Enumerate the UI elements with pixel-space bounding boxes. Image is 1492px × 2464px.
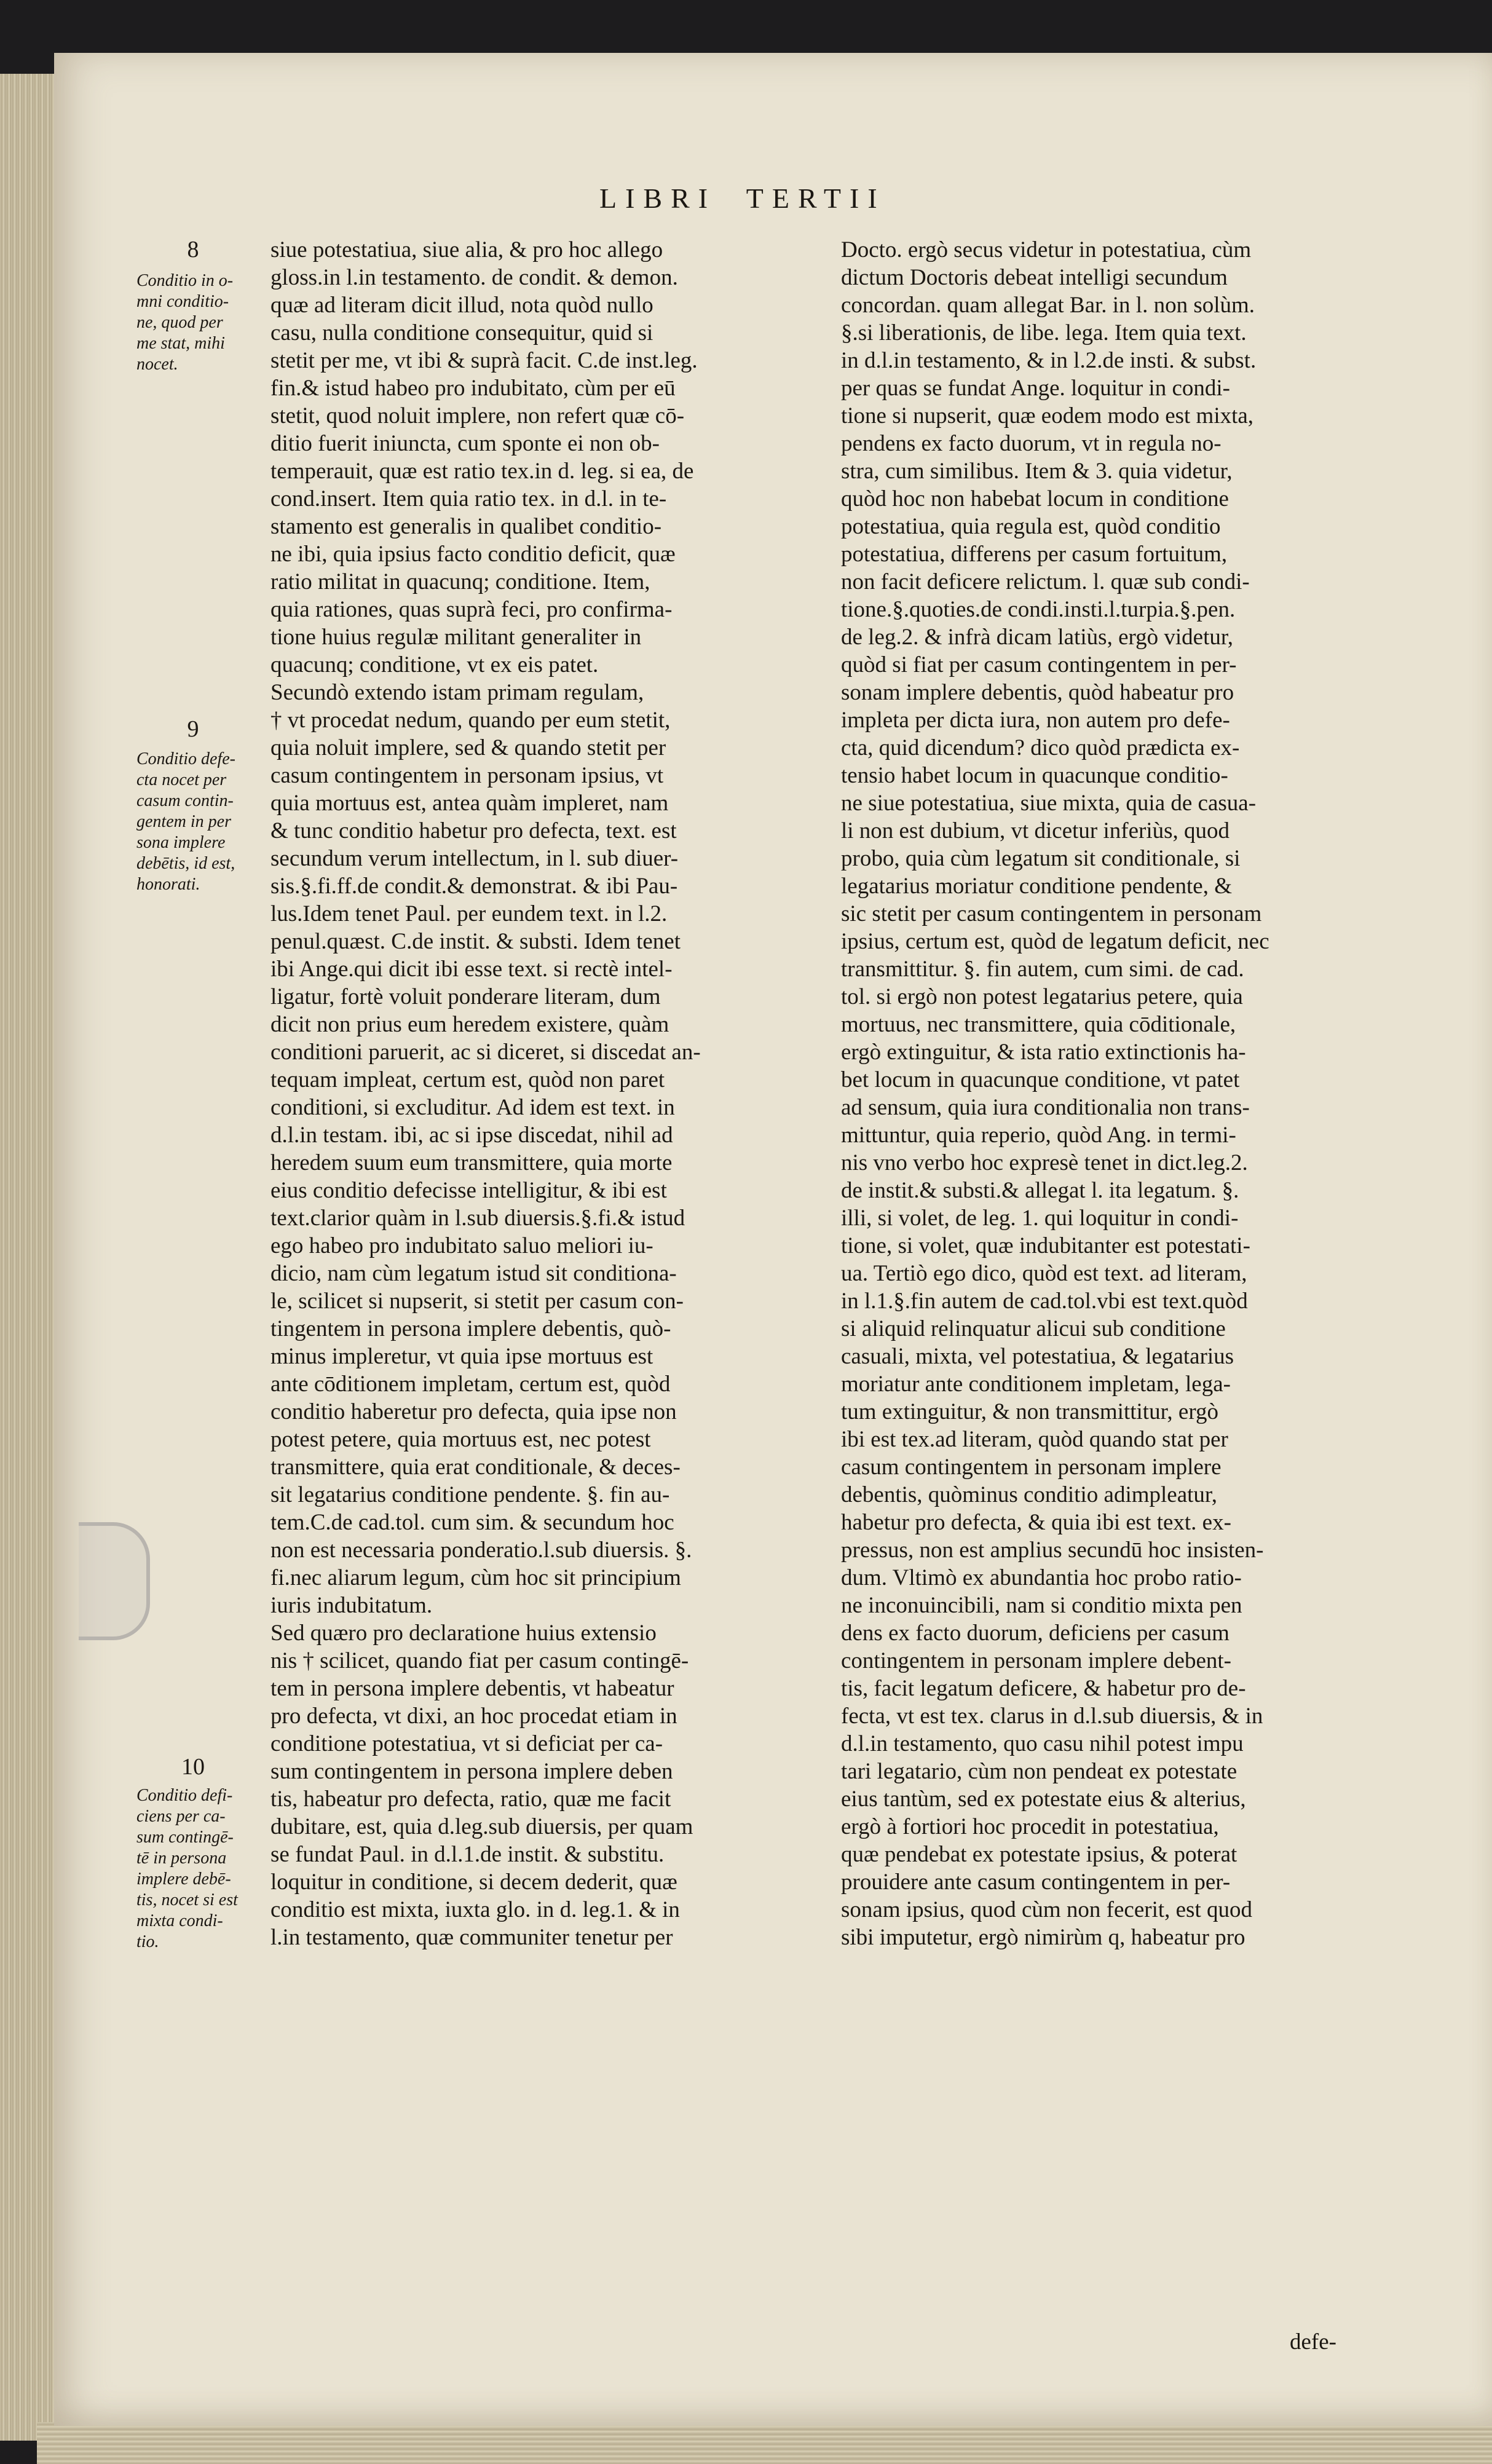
text-line: in l.1.§.fin autem de cad.tol.vbi est text.quòd (841, 1289, 1248, 1314)
book-bottom-edge (37, 2422, 1492, 2464)
text-line: iuris indubitatum. (270, 1593, 433, 1618)
text-line: casum contin- (136, 791, 234, 810)
text-line: mni conditio- (136, 292, 229, 311)
text-line: cta nocet per (136, 770, 227, 789)
text-line: dens ex facto duorum, deficiens per casum (841, 1621, 1230, 1646)
text-line: potestatiua, differens per casum fortuitum, (841, 542, 1228, 567)
running-header (599, 182, 1337, 219)
text-line: §.si liberationis, de libe. lega. Item quia text. (841, 320, 1247, 346)
margin-number: 10 (181, 1754, 205, 1780)
text-line: ante cōditionem impletam, certum est, quòd (270, 1372, 671, 1397)
text-line: tari legatario, cùm non pendeat ex potestate (841, 1759, 1237, 1784)
text-line: sonam implere debentis, quòd habeatur pro (841, 680, 1234, 705)
text-line: me stat, mihi (136, 334, 225, 353)
page-clip-icon (79, 1522, 150, 1640)
text-line: quæ ad literam dicit illud, nota quòd nullo (270, 293, 653, 318)
text-line: ua. Tertiò ego dico, quòd est text. ad literam, (841, 1261, 1247, 1286)
text-line: conditioni, si excluditur. Ad idem est text. in (270, 1095, 675, 1120)
text-line: l.in testamento, quæ communiter tenetur per (270, 1925, 673, 1950)
text-line: de leg.2. & infrà dicam latiùs, ergò videtur, (841, 625, 1233, 650)
text-line: sona implere (136, 833, 226, 852)
text-line: stetit, quod noluit implere, non refert quæ cō- (270, 403, 685, 428)
text-line: sibi imputetur, ergò nimirùm q, habeatur pro (841, 1925, 1245, 1950)
text-line: quòd si fiat per casum contingentem in per- (841, 652, 1237, 677)
text-line: tem.C.de cad.tol. cum sim. & secundum hoc (270, 1510, 674, 1535)
text-line: tione, si volet, quæ indubitanter est potestati- (841, 1233, 1250, 1258)
text-line: ratio militat in quacunq; conditione. Item, (270, 569, 650, 594)
text-line: ne siue potestatiua, siue mixta, quia de casua- (841, 791, 1257, 816)
text-line: nis vno verbo hoc expresè tenet in dict.leg.2. (841, 1150, 1248, 1175)
text-line: tis, facit legatum deficere, & habetur pro de- (841, 1676, 1246, 1701)
text-line: tol. si ergò non potest legatarius petere, quia (841, 984, 1243, 1009)
text-line: sic stetit per casum contingentem in personam (841, 901, 1262, 926)
text-line: honorati. (136, 875, 200, 894)
text-line: cta, quid dicendum? dico quòd prædicta ex- (841, 735, 1240, 760)
text-line: casuali, mixta, vel potestatiua, & legatarius (841, 1344, 1234, 1369)
text-line: tis, habeatur pro defecta, ratio, quæ me facit (270, 1787, 671, 1812)
text-line: d.l.in testam. ibi, ac si ipse discedat, nihil ad (270, 1123, 673, 1148)
right-text-column (841, 236, 1345, 1951)
text-line: sis.§.fi.ff.de condit.& demonstrat. & ibi Pau- (270, 874, 678, 899)
text-line: concordan. quam allegat Bar. in l. non solùm. (841, 293, 1255, 318)
text-line: ciens per ca- (136, 1807, 226, 1826)
text-line: Conditio in o- (136, 271, 234, 290)
text-line: pressus, non est amplius secundū hoc insisten- (841, 1538, 1264, 1563)
text-line: stetit per me, vt ibi & suprà facit. C.de inst.leg. (270, 348, 698, 373)
text-line: secundum verum intellectum, in l. sub diuer- (270, 846, 679, 871)
text-line: le, scilicet si nupserit, si stetit per casum con- (270, 1289, 684, 1314)
text-line: loquitur in conditione, si decem dederit, quæ (270, 1870, 677, 1895)
text-line: transmittere, quia erat conditionale, & deces- (270, 1455, 681, 1480)
text-line: dubitare, est, quia d.leg.sub diuersis, per quam (270, 1814, 693, 1839)
text-line: in d.l.in testamento, & in l.2.de insti. & subst. (841, 348, 1257, 373)
text-line: sum contingē- (136, 1828, 234, 1847)
text-line: illi, si volet, de leg. 1. qui loquitur in condi- (841, 1206, 1239, 1231)
text-line: quia mortuus est, antea quàm impleret, nam (270, 791, 669, 816)
text-line: per quas se fundat Ange. loquitur in condi- (841, 376, 1230, 401)
text-line: quacunq; conditione, vt ex eis patet. (270, 652, 599, 677)
text-line: mittuntur, quia reperio, quòd Ang. in termi- (841, 1123, 1236, 1148)
margin-note (136, 270, 278, 375)
text-line: nocet. (136, 355, 178, 374)
text-line: non facit deficere relictum. l. quæ sub condi- (841, 569, 1250, 594)
text-line: conditioni paruerit, ac si diceret, si discedat an- (270, 1040, 701, 1065)
text-line: tum extinguitur, & non transmittitur, ergò (841, 1399, 1218, 1424)
text-line: cond.insert. Item quia ratio tex. in d.l. in te- (270, 486, 667, 511)
text-line: quia rationes, quas suprà feci, pro confirma- (270, 597, 673, 622)
text-line: pro defecta, vt dixi, an hoc procedat etiam in (270, 1704, 677, 1729)
text-line: transmittitur. §. fin autem, cum simi. de cad. (841, 957, 1244, 982)
text-line: quæ pendebat ex potestate ipsius, & poterat (841, 1842, 1237, 1867)
text-line: siue potestatiua, siue alia, & pro hoc allego (270, 237, 663, 263)
text-line: debētis, id est, (136, 854, 235, 873)
text-line: ne, quod per (136, 313, 223, 332)
text-line: tio. (136, 1932, 159, 1951)
running-title-word: TERTII (746, 183, 886, 214)
text-line: moriatur ante conditionem impletam, lega- (841, 1372, 1231, 1397)
text-line: ne inconuincibili, nam si conditio mixta pen (841, 1593, 1242, 1618)
text-line: de instit.& substi.& allegat l. ita legatum. §. (841, 1178, 1239, 1203)
text-line: sonam ipsius, quod cùm non fecerit, est quod (841, 1897, 1252, 1922)
text-line: non est necessaria ponderatio.l.sub diuersis. §. (270, 1538, 692, 1563)
text-line: dum. Vltimò ex abundantia hoc probo ratio- (841, 1565, 1242, 1590)
text-line: ne ibi, quia ipsius facto conditio deficit, quæ (270, 542, 676, 567)
text-line: tione.§.quoties.de condi.insti.l.turpia.§.pen. (841, 597, 1236, 622)
text-line: fecta, vt est tex. clarus in d.l.sub diuersis, & in (841, 1704, 1263, 1729)
text-line: dictum Doctoris debeat intelligi secundum (841, 265, 1228, 290)
text-line: conditio est mixta, iuxta glo. in d. leg.1. & in (270, 1897, 680, 1922)
text-line: mortuus, nec transmittere, quia cōditionale, (841, 1012, 1236, 1037)
text-line: † vt procedat nedum, quando per eum stetit, (270, 708, 671, 733)
text-line: legatarius moriatur conditione pendente, & (841, 874, 1232, 899)
text-line: si aliquid relinquatur alicui sub conditione (841, 1316, 1226, 1341)
text-line: ibi Ange.qui dicit ibi esse text. si rectè intel- (270, 957, 673, 982)
text-line: ad sensum, quia iura conditionalia non trans- (841, 1095, 1250, 1120)
text-line: Docto. ergò secus videtur in potestatiua, cùm (841, 237, 1252, 263)
text-line: ibi est tex.ad literam, quòd quando stat per (841, 1427, 1228, 1452)
margin-note (136, 1785, 278, 1953)
text-line: impleta per dicta iura, non autem pro defe- (841, 708, 1230, 733)
text-line: potest petere, quia mortuus est, nec potest (270, 1427, 651, 1452)
text-line: stra, cum similibus. Item & 3. quia videtur, (841, 459, 1233, 484)
text-line: implere debē- (136, 1870, 231, 1889)
text-line: Sed quæro pro declaratione huius extensio (270, 1621, 657, 1646)
text-line: casu, nulla conditione consequitur, quid si (270, 320, 653, 346)
text-line: tione huius regulæ militant generaliter in (270, 625, 642, 650)
text-line: contingentem in personam implere debent- (841, 1648, 1231, 1673)
text-line: dicit non prius eum heredem existere, quàm (270, 1012, 669, 1037)
text-line: ditio fuerit iniuncta, cum sponte ei non ob- (270, 431, 660, 456)
text-line: quòd hoc non habebat locum in conditione (841, 486, 1229, 511)
text-line: li non est dubium, vt dicetur inferiùs, quod (841, 818, 1230, 843)
text-line: temperauit, quæ est ratio tex.in d. leg. si ea, de (270, 459, 694, 484)
text-line: Secundò extendo istam primam regulam, (270, 680, 644, 705)
text-line: se fundat Paul. in d.l.1.de instit. & substitu. (270, 1842, 665, 1867)
text-line: pendens ex facto duorum, vt in regula no- (841, 431, 1222, 456)
text-line: eius conditio defecisse intelligitur, & ibi est (270, 1178, 667, 1203)
text-line: quia noluit implere, sed & quando stetit per (270, 735, 666, 760)
text-line: sit legatarius conditione pendente. §. fin au- (270, 1482, 670, 1507)
text-line: conditio haberetur pro defecta, quia ipse non (270, 1399, 677, 1424)
text-line: probo, quia cùm legatum sit conditionale, si (841, 846, 1241, 871)
text-line: ego habeo pro indubitato saluo meliori iu- (270, 1233, 653, 1258)
text-line: Conditio defe- (136, 749, 235, 768)
text-line: tē in persona (136, 1849, 227, 1868)
text-line: text.clarior quàm in l.sub diuersis.§.fi.& istud (270, 1206, 685, 1231)
text-line: tingentem in persona implere debentis, quò- (270, 1316, 671, 1341)
text-line: ergò extinguitur, & ista ratio extinctionis ha- (841, 1040, 1246, 1065)
text-line: ipsius, certum est, quòd de legatum deficit, nec (841, 929, 1269, 954)
text-line: penul.quæst. C.de instit. & substi. Idem tenet (270, 929, 681, 954)
text-line: gentem in per (136, 812, 231, 831)
text-line: tione si nupserit, quæ eodem modo est mixta, (841, 403, 1254, 428)
text-line: tequam impleat, certum est, quòd non paret (270, 1067, 665, 1092)
text-line: eius tantùm, sed ex potestate eius & alterius, (841, 1787, 1246, 1812)
text-line: nis † scilicet, quando fiat per casum contingē- (270, 1648, 689, 1673)
text-line: bet locum in quacunque conditione, vt patet (841, 1067, 1240, 1092)
text-line: tem in persona implere debentis, vt habeatur (270, 1676, 674, 1701)
text-line: & tunc conditio habetur pro defecta, text. est (270, 818, 677, 843)
text-line: stamento est generalis in qualibet conditio- (270, 514, 662, 539)
left-text-column (270, 236, 795, 1951)
running-title-word: LIBRI (599, 183, 717, 214)
text-line: tensio habet locum in quacunque conditio- (841, 763, 1228, 788)
margin-number: 9 (187, 716, 199, 742)
text-line: d.l.in testamento, quo casu nihil potest impu (841, 1731, 1244, 1756)
text-line: heredem suum eum transmittere, quia morte (270, 1150, 673, 1175)
text-line: casum contingentem in personam implere (841, 1455, 1222, 1480)
text-line: debentis, quòminus conditio adimpleatur, (841, 1482, 1217, 1507)
text-line: minus impleretur, vt quia ipse mortuus est (270, 1344, 653, 1369)
text-line: mixta condi- (136, 1911, 223, 1930)
text-line: conditione potestatiua, vt si deficiat per ca- (270, 1731, 663, 1756)
text-line: ligatur, fortè voluit ponderare literam, dum (270, 984, 661, 1009)
text-line: habetur pro defecta, & quia ibi est text. ex- (841, 1510, 1231, 1535)
margin-number: 8 (187, 237, 199, 263)
text-line: ergò à fortiori hoc procedit in potestatiua, (841, 1814, 1219, 1839)
catchword: defe- (1290, 2329, 1336, 2355)
text-line: fi.nec aliarum legum, cùm hoc sit principium (270, 1565, 681, 1590)
text-line: gloss.in l.in testamento. de condit. & demon. (270, 265, 678, 290)
margin-note (136, 749, 278, 895)
text-line: casum contingentem in personam ipsius, vt (270, 763, 664, 788)
text-line: potestatiua, quia regula est, quòd conditio (841, 514, 1221, 539)
text-line: prouidere ante casum contingentem in per- (841, 1870, 1231, 1895)
text-line: sum contingentem in persona implere deben (270, 1759, 673, 1784)
text-line: fin.& istud habeo pro indubitato, cùm per eū (270, 376, 676, 401)
text-line: lus.Idem tenet Paul. per eundem text. in l.2. (270, 901, 668, 926)
text-line: tis, nocet si est (136, 1890, 238, 1909)
text-line: dicio, nam cùm legatum istud sit conditiona- (270, 1261, 677, 1286)
text-line: Conditio defi- (136, 1786, 233, 1805)
